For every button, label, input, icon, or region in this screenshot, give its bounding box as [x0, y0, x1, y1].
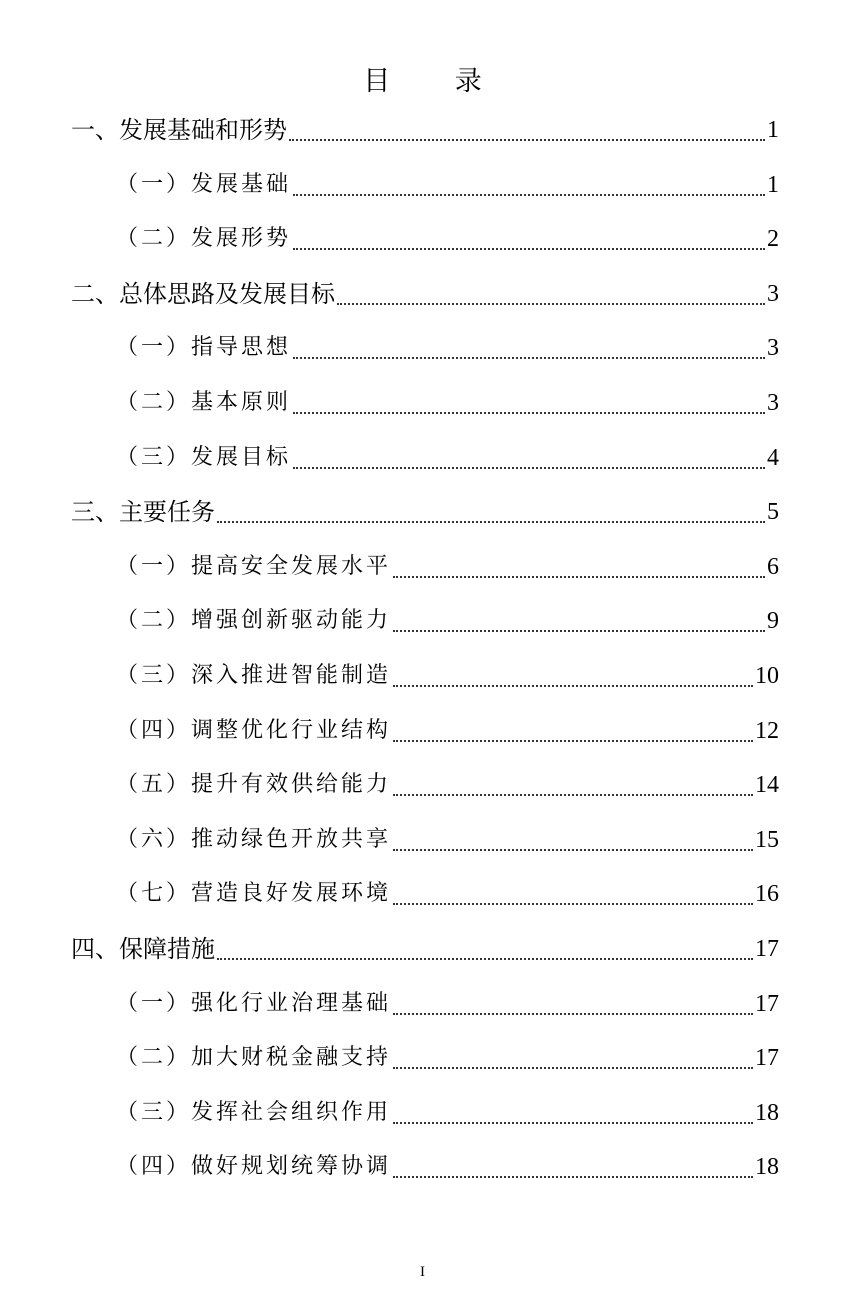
toc-entry-title: （一）指导思想: [116, 335, 292, 361]
toc-chapter-entry[interactable]: [71, 274, 779, 314]
toc-page-number: 3: [767, 390, 779, 416]
toc-dot-leader: [393, 576, 765, 578]
toc-page-number: 15: [755, 826, 779, 853]
toc-entry-title: （一）提高安全发展水平: [116, 553, 392, 579]
toc-section-entry[interactable]: [116, 383, 779, 423]
toc-dot-leader: [393, 1013, 753, 1015]
toc-page-number: 5: [767, 499, 779, 526]
toc-entry-title: （一）发展基础: [116, 171, 292, 197]
toc-dot-leader: [393, 740, 753, 742]
toc-page-number: 3: [767, 280, 779, 307]
toc-page-number: 6: [767, 553, 779, 580]
toc-section-entry[interactable]: [116, 656, 779, 696]
toc-dot-leader: [289, 139, 765, 141]
toc-section-entry[interactable]: [116, 765, 779, 805]
toc-entry-title: 二、总体思路及发展目标: [71, 279, 335, 308]
toc-section-entry[interactable]: [116, 219, 779, 259]
toc-section-entry[interactable]: [116, 1147, 779, 1187]
toc-dot-leader: [393, 849, 753, 851]
toc-dot-leader: [293, 412, 765, 414]
toc-section-entry[interactable]: [116, 438, 779, 478]
toc-entry-title: 一、发展基础和形势: [71, 116, 287, 144]
toc-page-number: 18: [755, 1099, 779, 1126]
toc-page-number: 9: [767, 608, 779, 635]
toc-dot-leader: [217, 521, 765, 523]
toc-section-entry[interactable]: [116, 547, 779, 587]
toc-entry-title: （三）发展目标: [116, 444, 292, 470]
toc-entry-title: 三、主要任务: [71, 498, 215, 527]
toc-section-entry[interactable]: [116, 601, 779, 641]
toc-entry-title: （四）调整优化行业结构: [116, 717, 392, 743]
toc-section-entry[interactable]: [116, 328, 779, 368]
toc-entry-title: （一）强化行业治理基础: [116, 990, 392, 1016]
toc-dot-leader: [393, 903, 753, 905]
toc-page-number: 1: [767, 171, 779, 198]
page-number: I: [420, 1264, 425, 1280]
toc-dot-leader: [393, 1067, 753, 1069]
toc-entry-title: （六）推动绿色开放共享: [116, 826, 392, 852]
toc-dot-leader: [393, 630, 765, 632]
toc-chapter-entry[interactable]: [71, 110, 779, 150]
page-title: 目 录: [363, 66, 510, 97]
toc-page-number: 1: [767, 117, 779, 143]
toc-entry-title: （五）提升有效供给能力: [116, 772, 392, 798]
toc-page-number: 4: [767, 444, 779, 471]
toc-page-number: 12: [755, 717, 779, 744]
toc-entry-title: （三）深入推进智能制造: [116, 663, 392, 688]
toc-dot-leader: [293, 248, 765, 250]
toc-page-number: 3: [767, 335, 779, 362]
toc-page-number: 18: [755, 1154, 779, 1181]
toc-section-entry[interactable]: [116, 1093, 779, 1133]
toc-page-number: 14: [755, 772, 779, 799]
toc-dot-leader: [393, 1122, 753, 1124]
toc-page-number: 16: [755, 881, 779, 908]
toc-dot-leader: [217, 958, 753, 960]
toc-page-number: 2: [767, 226, 779, 253]
toc-dot-leader: [393, 1176, 753, 1178]
toc-entry-title: 四、保障措施: [71, 935, 215, 963]
toc-page-number: 17: [755, 990, 779, 1017]
toc-page-number: 17: [755, 1045, 779, 1072]
toc-entry-title: （二）基本原则: [116, 390, 292, 415]
toc-page-number: 17: [755, 936, 779, 962]
toc-dot-leader: [293, 357, 765, 359]
toc-entry-title: （七）营造良好发展环境: [116, 881, 392, 907]
toc-entry-title: （三）发挥社会组织作用: [116, 1099, 392, 1125]
toc-entry-title: （二）加大财税金融支持: [116, 1045, 392, 1071]
toc-section-entry[interactable]: [116, 984, 779, 1024]
toc-entry-title: （四）做好规划统筹协调: [116, 1154, 392, 1180]
toc-entry-title: （二）增强创新驱动能力: [116, 608, 392, 634]
toc-page-number: 10: [755, 663, 779, 689]
toc-section-entry[interactable]: [116, 1038, 779, 1078]
toc-chapter-entry[interactable]: [71, 929, 779, 969]
toc-dot-leader: [337, 303, 765, 305]
toc-dot-leader: [293, 194, 765, 196]
toc-dot-leader: [293, 467, 765, 469]
toc-entry-title: （二）发展形势: [116, 226, 292, 252]
toc-dot-leader: [393, 794, 753, 796]
toc-section-entry[interactable]: [116, 874, 779, 914]
toc-dot-leader: [393, 685, 753, 687]
toc-section-entry[interactable]: [116, 165, 779, 205]
toc-section-entry[interactable]: [116, 711, 779, 751]
toc-chapter-entry[interactable]: [71, 492, 779, 532]
toc-section-entry[interactable]: [116, 820, 779, 860]
